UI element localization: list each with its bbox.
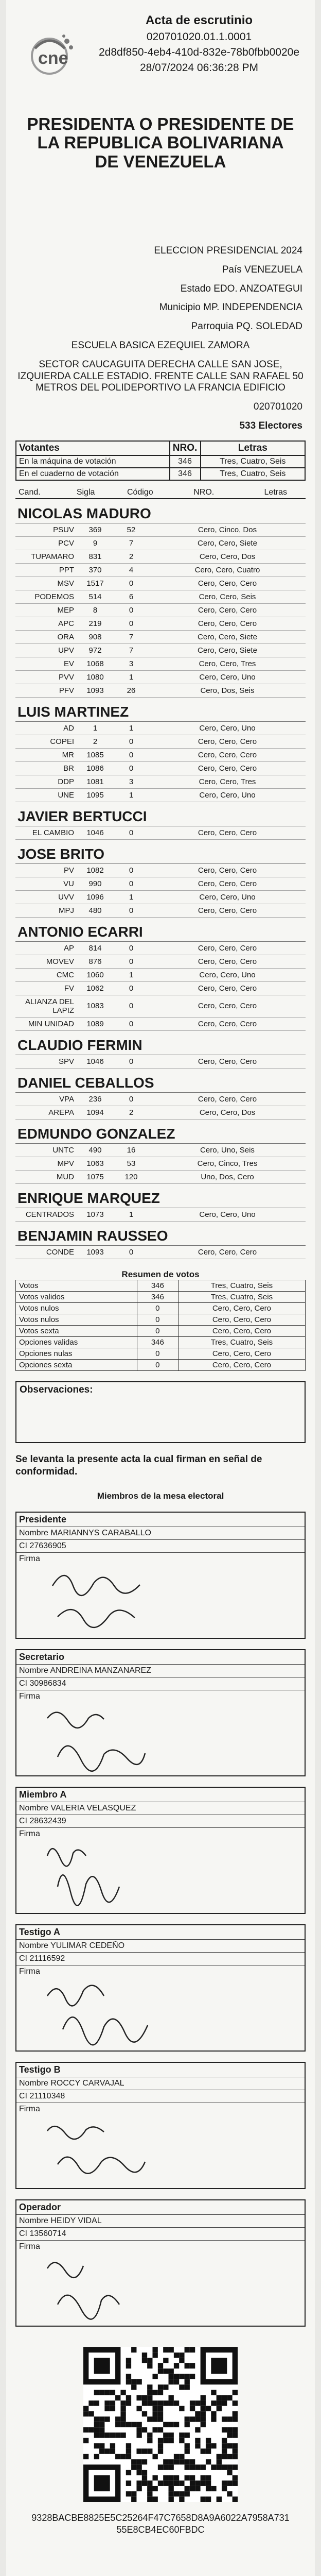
electores: 533 Electores — [239, 420, 302, 431]
candidate-name: LUIS MARTINEZ — [15, 703, 306, 722]
member-role: Presidente — [16, 1513, 305, 1527]
member-signature-area — [16, 2103, 305, 2188]
member-ci: CI 21116592 — [16, 1953, 305, 1965]
firma-label: Firma — [19, 1554, 40, 1564]
table-row: APC 219 0 Cero, Cero, Cero — [15, 617, 306, 630]
table-row: Opciones nulas 0 Cero, Cero, Cero — [16, 1348, 306, 1359]
candidates-list — [15, 504, 306, 1259]
table-row: PFV 1093 26 Cero, Dos, Seis — [15, 684, 306, 697]
votantes-table — [15, 440, 306, 481]
candidate-votes-table — [15, 523, 306, 698]
member-nombre: Nombre YULIMAR CEDEÑO — [16, 1940, 305, 1953]
member-ci: CI 30986834 — [16, 1677, 305, 1690]
table-row: CMC 1060 1 Cero, Cero, Uno — [15, 968, 306, 981]
table-row: VPA 236 0 Cero, Cero, Cero — [15, 1093, 306, 1106]
member-signature-area — [16, 1690, 305, 1775]
table-row: PCV 9 7 Cero, Cero, Siete — [15, 536, 306, 550]
table-row: UNE 1095 1 Cero, Cero, Uno — [15, 788, 306, 802]
col-nro: NRO. — [170, 441, 201, 455]
handwritten-signature — [37, 2105, 191, 2188]
table-row: En el cuaderno de votación 346 Tres, Cuatro, Seis — [16, 468, 305, 480]
parroquia: Parroquia PQ. SOLEDAD — [191, 321, 302, 332]
table-row: ORA 908 7 Cero, Cero, Siete — [15, 630, 306, 643]
member-card — [15, 2199, 306, 2327]
table-row: En la máquina de votación 346 Tres, Cuatro, Seis — [16, 455, 305, 468]
table-row: FV 1062 0 Cero, Cero, Cero — [15, 981, 306, 995]
candidate-votes-table — [15, 1208, 306, 1222]
candidate-block — [15, 1036, 306, 1069]
candidate-name: EDMUNDO GONZALEZ — [15, 1125, 306, 1144]
table-row: DDP 1081 3 Cero, Cero, Tres — [15, 775, 306, 788]
candidate-block — [15, 1074, 306, 1120]
table-row: MEP 8 0 Cero, Cero, Cero — [15, 603, 306, 617]
qr-code-image — [83, 2347, 238, 2502]
cne-logo — [20, 28, 81, 84]
table-row: TUPAMARO 831 2 Cero, Cero, Dos — [15, 550, 306, 563]
member-signature-area — [16, 1828, 305, 1913]
candidate-votes-table — [15, 1144, 306, 1184]
candidate-name: CLAUDIO FERMIN — [15, 1036, 306, 1055]
candidate-name: DANIEL CEBALLOS — [15, 1074, 306, 1093]
table-row: AREPA 1094 2 Cero, Cero, Dos — [15, 1106, 306, 1119]
candidate-votes-table — [15, 722, 306, 802]
member-nombre: Nombre VALERIA VELASQUEZ — [16, 1802, 305, 1815]
candidate-name: JAVIER BERTUCCI — [15, 807, 306, 826]
table-row: PODEMOS 514 6 Cero, Cero, Seis — [15, 590, 306, 603]
handwritten-signature — [37, 2243, 191, 2325]
candidate-name: ENRIQUE MARQUEZ — [15, 1189, 306, 1208]
member-card — [15, 1649, 306, 1776]
acta-date: 28/07/2024 06:36:28 PM — [139, 62, 258, 74]
member-nombre: Nombre ROCCY CARVAJAL — [16, 2077, 305, 2090]
table-row: Votos 346 Tres, Cuatro, Seis — [16, 1280, 306, 1291]
table-row: MPJ 480 0 Cero, Cero, Cero — [15, 904, 306, 917]
member-signature-area — [16, 2241, 305, 2326]
candidate-block — [15, 1125, 306, 1184]
acta-header — [15, 0, 306, 242]
candidate-block — [15, 845, 306, 918]
qr-code — [15, 2347, 306, 2502]
table-row: PPT 370 4 Cero, Cero, Cuatro — [15, 563, 306, 577]
direccion: SECTOR CAUCAGUITA DERECHA CALLE SAN JOSE, IZQUIERDA CALLE ESTADIO. FRENTE CALLE SAN RAFAEL 50 METROS DEL POLIDEPORTIVO LA FRANCIA EDIFICIO — [17, 359, 304, 394]
observaciones-box — [15, 1381, 306, 1443]
table-row: UVV 1096 1 Cero, Cero, Uno — [15, 890, 306, 904]
candidate-block — [15, 807, 306, 840]
col-letras: Letras — [201, 441, 305, 455]
table-row: PV 1082 0 Cero, Cero, Cero — [15, 864, 306, 877]
members-title: Miembros de la mesa electoral — [97, 1491, 224, 1501]
location-block — [15, 245, 306, 432]
candidate-votes-table — [15, 1246, 306, 1259]
candidate-name: ANTONIO ECARRI — [15, 923, 306, 942]
election-title: PRESIDENTA O PRESIDENTE DE LA REPUBLICA BOLIVARIANA DE VENEZUELA — [27, 114, 294, 171]
results-table — [15, 1280, 306, 1371]
table-row: Votos nulos 0 Cero, Cero, Cero — [16, 1302, 306, 1314]
member-role: Operador — [16, 2200, 305, 2215]
table-row: BR 1086 0 Cero, Cero, Cero — [15, 761, 306, 775]
table-row: COPEI 2 0 Cero, Cero, Cero — [15, 735, 306, 748]
candidate-votes-table — [15, 826, 306, 840]
members-list — [15, 1512, 306, 2327]
acta-hash: 2d8df850-4eb4-410d-832e-78b0fbb0020e — [98, 46, 300, 58]
candidate-votes-table — [15, 864, 306, 918]
member-nombre: Nombre MARIANNYS CARABALLO — [16, 1527, 305, 1540]
table-row: CENTRADOS 1073 1 Cero, Cero, Uno — [15, 1208, 306, 1222]
member-role: Miembro A — [16, 1788, 305, 1802]
pais: País VENEZUELA — [222, 264, 302, 275]
member-card — [15, 1924, 306, 2052]
member-signature-area — [16, 1965, 305, 2050]
table-row: UNTC 490 16 Cero, Uno, Seis — [15, 1144, 306, 1157]
candidate-block — [15, 923, 306, 1031]
estado: Estado EDO. ANZOATEGUI — [180, 283, 302, 294]
candidate-block — [15, 1189, 306, 1222]
conformity-note: Se levanta la presente acta la cual firman en señal de conformidad. — [15, 1453, 262, 1477]
table-row: MSV 1517 0 Cero, Cero, Cero — [15, 577, 306, 590]
candidate-name: JOSE BRITO — [15, 845, 306, 864]
candidate-block — [15, 504, 306, 698]
table-row: SPV 1046 0 Cero, Cero, Cero — [15, 1055, 306, 1069]
table-row: PSUV 369 52 Cero, Cinco, Dos — [15, 523, 306, 537]
firma-label: Firma — [19, 1692, 40, 1701]
candidate-name: BENJAMIN RAUSSEO — [15, 1227, 306, 1246]
table-row: AP 814 0 Cero, Cero, Cero — [15, 942, 306, 955]
member-ci: CI 27636905 — [16, 1540, 305, 1553]
firma-label: Firma — [19, 1829, 40, 1839]
candidate-votes-table — [15, 1093, 306, 1120]
member-nombre: Nombre ANDREINA MANZANAREZ — [16, 1665, 305, 1677]
candidate-votes-table — [15, 942, 306, 1031]
municipio: Municipio MP. INDEPENDENCIA — [159, 302, 302, 313]
member-card — [15, 1512, 306, 1639]
table-row: Opciones validas 346 Tres, Cuatro, Seis — [16, 1336, 306, 1348]
acta-code: 020701020.01.1.0001 — [146, 31, 252, 43]
table-row: Votos validos 346 Tres, Cuatro, Seis — [16, 1291, 306, 1302]
election-name: ELECCION PRESIDENCIAL 2024 — [154, 245, 302, 256]
member-role: Secretario — [16, 1650, 305, 1665]
member-role: Testigo B — [16, 2063, 305, 2077]
candidate-block — [15, 703, 306, 802]
table-row: Votos sexta 0 Cero, Cero, Cero — [16, 1325, 306, 1336]
candidate-block — [15, 1227, 306, 1259]
firma-label: Firma — [19, 1967, 40, 1976]
svg-text:cne: cne — [38, 48, 68, 68]
table-row: VU 990 0 Cero, Cero, Cero — [15, 877, 306, 890]
candidate-table-header: Cand. Sigla Código NRO. Letras — [15, 487, 306, 499]
acta-title: Acta de escrutinio — [145, 13, 253, 27]
table-row: MIN UNIDAD 1089 0 Cero, Cero, Cero — [15, 1017, 306, 1030]
firma-label: Firma — [19, 2105, 40, 2114]
handwritten-signature — [37, 1968, 191, 2050]
table-row: AD 1 1 Cero, Cero, Uno — [15, 722, 306, 735]
table-row: UPV 972 7 Cero, Cero, Siete — [15, 643, 306, 657]
handwritten-signature — [37, 1555, 191, 1637]
centro: ESCUELA BASICA EZEQUIEL ZAMORA — [71, 340, 250, 351]
member-ci: CI 13560714 — [16, 2228, 305, 2241]
table-row: Votos nulos 0 Cero, Cero, Cero — [16, 1314, 306, 1325]
table-row: MUD 1075 120 Uno, Dos, Cero — [15, 1170, 306, 1183]
candidate-votes-table — [15, 1055, 306, 1069]
table-row: MOVEV 876 0 Cero, Cero, Cero — [15, 955, 306, 968]
table-row: EV 1068 3 Cero, Cero, Tres — [15, 657, 306, 670]
footer-hash: 9328BACBE8825E5C25264F47C7658D8A9A6022A7958A73155E8CB4EC60FBDC — [31, 2513, 290, 2535]
centro-code: 020701020 — [253, 401, 302, 413]
member-card — [15, 2062, 306, 2189]
table-row: PVV 1080 1 Cero, Cero, Uno — [15, 670, 306, 684]
observaciones-label: Observaciones: — [20, 1384, 93, 1395]
table-row: CONDE 1093 0 Cero, Cero, Cero — [15, 1246, 306, 1259]
member-role: Testigo A — [16, 1925, 305, 1940]
firma-label: Firma — [19, 2242, 40, 2251]
table-row: MPV 1063 53 Cero, Cinco, Tres — [15, 1157, 306, 1170]
col-votantes: Votantes — [16, 441, 170, 455]
handwritten-signature — [37, 1692, 191, 1775]
results-title: Resumen de votos — [121, 1269, 200, 1279]
handwritten-signature — [37, 1830, 191, 1912]
member-ci: CI 21110348 — [16, 2090, 305, 2103]
table-row: MR 1085 0 Cero, Cero, Cero — [15, 748, 306, 761]
member-signature-area — [16, 1553, 305, 1638]
member-nombre: Nombre HEIDY VIDAL — [16, 2215, 305, 2228]
candidate-name: NICOLAS MADURO — [15, 504, 306, 523]
table-row: Opciones sexta 0 Cero, Cero, Cero — [16, 1359, 306, 1370]
table-row: EL CAMBIO 1046 0 Cero, Cero, Cero — [15, 826, 306, 840]
acta-receipt — [6, 0, 315, 2576]
member-card — [15, 1787, 306, 1914]
member-ci: CI 28632439 — [16, 1815, 305, 1828]
table-row: ALIANZA DEL LAPIZ 1083 0 Cero, Cero, Cero — [15, 995, 306, 1017]
